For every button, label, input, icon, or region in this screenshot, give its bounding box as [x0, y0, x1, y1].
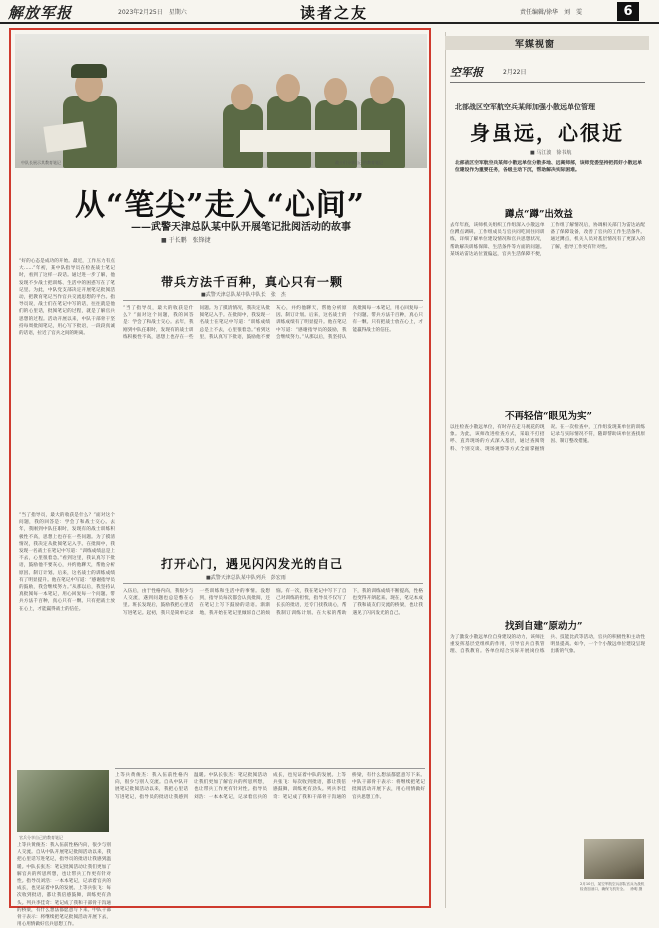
rc-section2-text: 以往检查小散远单位，有时存在走马观花的现象。为此，该师改进检查方式，采取不打招呼、直奔现场的方式深入基层，通过查阅资料、个别交谈、现场观察等方式全面掌握情况。在一次检查中，工作组发现某单位的训练记录与实际情况不符，随即帮助该单位查找原因、制订整改措施。 [450, 425, 645, 452]
rc-section3-text: 为了激发小散远单位自身建设的动力，该师注重发挥基层党组织的作用，引导官兵自我管理、自我教育。各单位结合实际开展岗位练兵、技能比武等活动，官兵的积极性和主动性明显提高。如今，一个个小散远单位建设呈现出新的气象。 [450, 635, 645, 655]
page-number: 6 [617, 2, 639, 21]
feature-article [9, 28, 431, 928]
inset-photo [17, 770, 109, 832]
bottom-rule [115, 768, 425, 769]
section1-text: “当了指导员，最大的收获是什么？”面对这个问题，我的回答是：学会了和战士交心。去年，我刚到中队任职时，发现有的战士训练积极性不高，思想上也存在一些问题。为了摸清情况，我决定从批阅笔记入手。在批阅中，我发现一名战士在笔记中写道：“训练成绩总是上不去，心里很着急。”看到这里，我认真写下批语，鼓励他不要灰心，并约他聊天，帮他分析原因、制订计划。后来，这名战士的训练成绩有了明显提升。他在笔记中写道：“感谢指导员的鼓励，我会继续努力。”从那以后，我坚持认真批阅每一本笔记，用心回复每一个问题。带兵方法千百种，真心只有一颗。只有把战士放在心上，才能赢得战士的信任。 [123, 306, 423, 340]
section-title: 读者之友 [300, 4, 369, 22]
inset-photo-caption: 官兵分享自己的教育笔记 [19, 835, 63, 840]
section2-rule [123, 583, 423, 584]
source-logo: 空军报 [450, 66, 483, 79]
rc-photo-caption: 2月10日，某空军航空兵部队官兵为战机检查加油口，确保飞机安全。 徐明 摄 [580, 882, 645, 891]
bottom-text-left: 上等兵黄俊杰：我入伍前性格内向，很少与别人交流。自从中队开展笔记批阅活动以来，我把心里话写进笔记，指导员的批语让我感到温暖。中队长张杰：笔记批阅活动让我们更加了解官兵的所思所想，也让带兵工作更有针对性。指导员刘浩：一本本笔记，记录着官兵的成长，也见证着中队的发展。上等兵张飞：每次收到批语，都让我倍感鼓舞，训练更有劲头。列兵李佳奇：笔记成了我和干部骨干沟通的桥梁，有什么想法都愿意写下来。中队干部骨干表示：将继续把笔记批阅活动开展下去，用心用情做好官兵思想工作。 [17, 843, 111, 928]
article-byline: ■ 马江波 徐书航 [530, 150, 572, 156]
feature-photo [15, 34, 427, 168]
editors: 责任编辑/徐华 刘 雯 [520, 9, 583, 16]
article-lead: 北部战区空军航空兵某师小散远单位分散多地、远离师部，该师党委坚持把抓好小散远单位建设作为重要任务，各级主动下沉，帮助解决实际困难。 [455, 160, 643, 173]
masthead-rule [0, 22, 659, 24]
feature-headline: 从“笔尖”走入“心间” [74, 188, 366, 223]
rc-section1-text: 去年年底，该师机关组织工作组深入小散远单位蹲点调研。工作组成员与官兵同吃同住同训练，详细了解单位建设情况和官兵思想状况，帮助解决训练保障、生活条件等方面的问题。某场站雷达站位置偏远，官兵生活保障不便，工作组了解情况后，协调相关部门为雷达站配备了保障设备，改善了官兵的工作生活条件。通过蹲点，机关人员对基层情况有了更深入的了解，指导工作更有针对性。 [450, 223, 645, 257]
right-rule [450, 82, 645, 83]
article-kicker: 北部战区空军航空兵某师加强小散远单位管理 [455, 102, 595, 111]
photo-caption-right: 战士们分享自己的教育笔记 [335, 160, 383, 165]
section2-text: 入伍后，由于性格内向，我很少与人交流，遇到问题也总是憋在心里。班长发现后，鼓励我把心里话写进笔记。起初，我只是简单记录一些训练和生活中的事情。没想到，指导员每次都会认真批阅，还在笔记上写下鼓励的话语。渐渐地，我开始在笔记里倾诉自己的烦恼。有一次，我在笔记中写下了自己对训练的担忧，指导员不仅写了长长的批语，还专门找我谈心，帮我制订训练计划。在大家的帮助下，我的训练成绩不断提高，性格也变得开朗起来。现在，笔记本成了我和战友们交流的桥梁，也让我遇见了闪闪发光的自己。 [123, 589, 423, 616]
section1-rule [123, 300, 423, 301]
masthead [0, 0, 659, 22]
rc-photo [584, 839, 644, 879]
photo-caption-left: 中队长展示其教育笔记 [21, 160, 61, 165]
section1-title: 带兵方法千百种，真心只有一颗 [161, 275, 344, 289]
article-title: 身虽远，心很近 [470, 121, 624, 145]
section1-byline: ■武警天津总队某中队中队长 张 杰 [201, 292, 286, 298]
intro-text-cont: “当了指导员，最大的收获是什么？”面对这个问题，我的回答是：学会了和战士交心。去年，我刚到中队任职时，发现有的战士训练积极性不高，思想上也存在一些问题。为了摸清情况，我决定从批阅笔记入手。在批阅中，我发现一名战士在笔记中写道：“训练成绩总是上不去，心里很着急。”看到这里，我认真写下批语，鼓励他不要灰心，并约他聊天，帮他分析原因、制订计划。后来，这名战士的训练成绩有了明显提升。他在笔记中写道：“感谢指导员的鼓励，我会继续努力。”从那以后，我坚持认真批阅每一本笔记，用心回复每一个问题。带兵方法千百种，真心只有一颗。只有把战士放在心上，才能赢得战士的信任。 [19, 513, 115, 612]
bottom-text: 上等兵黄俊杰：我入伍前性格内向，很少与别人交流。自从中队开展笔记批阅活动以来，我把心里话写进笔记，指导员的批语让我感到温暖。中队长张杰：笔记批阅活动让我们更加了解官兵的所思所想，也让带兵工作更有针对性。指导员刘浩：一本本笔记，记录着官兵的成长，也见证着中队的发展。上等兵张飞：每次收到批语，都让我倍感鼓舞，训练更有劲头。列兵李佳奇：笔记成了我和干部骨干沟通的桥梁，有什么想法都愿意写下来。中队干部骨干表示：将继续把笔记批阅活动开展下去，用心用情做好官兵思想工作。 [115, 773, 425, 800]
feature-subhead: ——武警天津总队某中队开展笔记批阅活动的故事 [131, 222, 351, 233]
issue-date: 2023年2月25日 星期六 [118, 9, 187, 16]
source-date: 2月22日 [503, 69, 527, 76]
feature-byline: ■ 于长鹏 张锋捷 [161, 237, 211, 244]
section2-title: 打开心门，遇见闪闪发光的自己 [161, 557, 344, 571]
rc-section3-title: 找到自建“原动力” [505, 621, 583, 632]
newspaper-logo: 解放军报 [8, 4, 73, 22]
intro-text: “好的心态是成功的开始。最近，工作压力有点大……”年初，某中队指导员在检查战士笔记时，看到了这样一段话。通过进一步了解，他发现不少战士把训练、生活中的困惑写在了笔记里。为此，中队党支部决定开展笔记批阅活动，把教育笔记当作官兵交流思想的平台。指导员说，战士们在笔记中写的话，往往就是他们的心里话，批阅笔记的过程，就是了解官兵思想的过程。活动开展以来，中队干部骨干坚持每周批阅笔记，用心写下批语，一段段真诚的话语，拉近了官兵之间的距离。 [19, 259, 115, 337]
section2-byline: ■武警天津总队某中队列兵 彭宏雨 [206, 575, 286, 581]
right-column-header-title: 军媒视窗 [515, 40, 556, 50]
rc-section2-title: 不再轻信“眼见为实” [505, 411, 592, 422]
rc-section1-title: 蹲点“蹲”出效益 [505, 209, 573, 220]
